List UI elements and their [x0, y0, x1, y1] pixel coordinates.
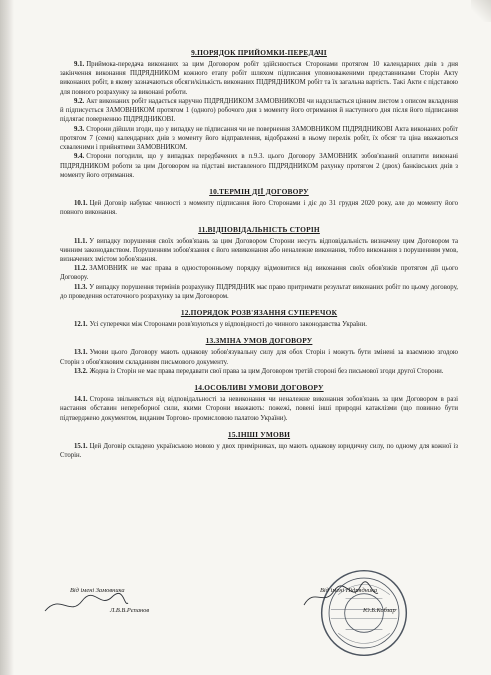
paragraph-number: 12.1. [74, 321, 88, 329]
paragraph-number: 9.4. [74, 153, 85, 161]
paragraph-text: У випадку порушення своїх зобов'язань за цим Договором Сторони несуть відповідальність визначену цим Договором та чинним законодавством. Порушенням зобов'язання є його невиконання або неналежне виконання, тобто виконання з порушенням умов, визначених змістом зобов'язання. [60, 237, 458, 263]
signature-block [0, 575, 491, 665]
paragraph-text: Сторона звільняється від відповідальності за невиконання чи неналежне виконання зобов'язань за цим Договором в разі настання обставин непереборної сили, якими Сторони вважають: пожежі, повені інші природні катаклізми (що повинно бути підтверджено документом, виданим Торгово- промисловою палатою України). [60, 396, 458, 422]
paragraph-number: 11.3. [74, 283, 88, 291]
paragraph [60, 152, 458, 180]
customer-signatory-role: Від імені Замовника [70, 587, 125, 594]
paragraph [60, 97, 458, 125]
paragraph-text: Сторони погодили, що у випадках передбачених в п.9.3. цього Договору ЗАМОВНИК зобов'язаний оплатити виконані ПІДРЯДНИКОМ роботи за цим Договором на підставі виставленого ПІДРЯДНИКОМ рахунку протягом 2 (двох) банківських днів з моменту його отримання. [60, 153, 458, 179]
section-title: 9.ПОРЯДОК ПРИЙОМКИ-ПЕРЕДАЧІ [191, 48, 327, 57]
paragraph [60, 395, 458, 423]
paragraph [60, 442, 458, 460]
paragraph-text: Акт виконаних робіт надається наручно ПІДРЯДНИКОМ ЗАМОВНИКОВІ чи надсилається цінним листом з описом вкладення й підписується ЗАМОВНИКОМ протягом 1 (одного) робочого дня з моменту його отримання й наступного дня після його підписання підлягає поверненню ПІДРЯДНИКОВІ. [60, 97, 458, 124]
contractor-signatory-name: Ю.Б.Кобзар [363, 607, 396, 614]
paragraph-text: Сторони дійшли згоди, що у випадку не підписання чи не повернення ЗАМОВНИКОМ ПІДРЯДНИКОВІ Акта виконаних робіт протягом 7 (семи) календарних днів з моменту його відправлення, відображені в ньому перелік робіт, їх обсяг та ціна вважаються схваленими і прийнятими ЗАМОВНИКОМ. [60, 125, 458, 152]
paragraph [60, 125, 458, 153]
page-scan-edge [0, 0, 14, 675]
paragraph [60, 199, 458, 217]
paragraph-number: 14.1. [74, 396, 88, 404]
paragraph-number: 10.1. [74, 200, 88, 208]
paragraph [60, 320, 458, 329]
paragraph-text: Цей Договір набуває чинності з моменту підписання його Сторонами і діє до 31 грудня 2020 року, але до моменту його повного виконання. [60, 200, 458, 217]
paragraph-text: Цей Договір складено українською мовою у двох примірниках, що мають однакову юридичну силу, по одному для кожної із Сторін. [60, 442, 458, 460]
customer-signatory-name: Л.В.В.Рєпанов [110, 607, 150, 614]
page-corner [471, 0, 491, 22]
paragraph [60, 367, 458, 376]
paragraph-number: 11.2. [74, 265, 88, 273]
section-title: 10.ТЕРМІН ДІЇ ДОГОВОРУ [209, 187, 309, 197]
paragraph-text: Умови цього Договору мають однакову зобов'язувальну силу для обох Сторін і можуть бути змінені за взаємною згодою Сторін з обов'язковим складанням письмового документу. [60, 349, 458, 366]
paragraph-number: 13.2. [74, 367, 88, 375]
paragraph-number: 9.2. [74, 97, 85, 105]
paragraph-text: Приймока-передача виконаних за цим Договором робіт здійснюється Сторонами протягом 10 календарних днів з дня закінчення виконання ПІДРЯДНИКОМ кожного етапу робіт шляхом підписання уповноваженими представниками Сторін Акту виконаних робіт, в якому зазначаються обсяги/кількість виконаних ПІДРЯДНИКОМ робіт та їх загальна вартість. Такі Акти є підставою для повного розрахунку за виконані роботи. [60, 61, 458, 96]
paragraph-text: Жодна із Сторін не має права передавати свої права за цим Договором третій стороні без письмової згоди другої Сторони. [89, 367, 444, 375]
contractor-signatory-role: Від імені Підрядника [320, 587, 378, 594]
paragraph-number: 9.3. [74, 125, 85, 133]
section-title: 15.ІНШІ УМОВИ [227, 429, 291, 439]
paragraph-text: У випадку порушення термінів розрахунку ПІДРЯДНИК має право притримати результат виконаних робіт по цьому договору, до проведення остаточного розрахунку за цим Договором. [60, 283, 458, 300]
section-title: 14.ОСОБЛИВІ УМОВИ ДОГОВОРУ [194, 383, 324, 393]
paragraph-number: 11.1. [74, 237, 88, 245]
customer-signature-scribble [40, 589, 130, 619]
paragraph [60, 283, 458, 301]
paragraph-number: 9.1. [74, 61, 85, 68]
paragraph [60, 264, 458, 282]
section-title: 13.ЗМІНА УМОВ ДОГОВОРУ [205, 336, 313, 346]
paragraph [60, 237, 458, 265]
paragraph-text: ЗАМОВНИК не має права в односторонньому порядку відмовитися від виконання своїх обов'язків протягом дії цього Договору. [60, 265, 458, 282]
paragraph [60, 348, 458, 366]
section-title: 12.ПОРЯДОК РОЗВ'ЯЗАННЯ СУПЕРЕЧОК [180, 308, 338, 318]
paragraph-number: 15.1. [74, 442, 88, 450]
paragraph [60, 60, 458, 97]
paragraph-number: 13.1. [74, 349, 88, 357]
paragraph-text: Усі суперечки між Сторонами розв'язуються у відповідності до чинного законодавства України. [89, 321, 367, 329]
section-title: 11.ВІДПОВІДАЛЬНІСТЬ СТОРІН [198, 224, 320, 234]
